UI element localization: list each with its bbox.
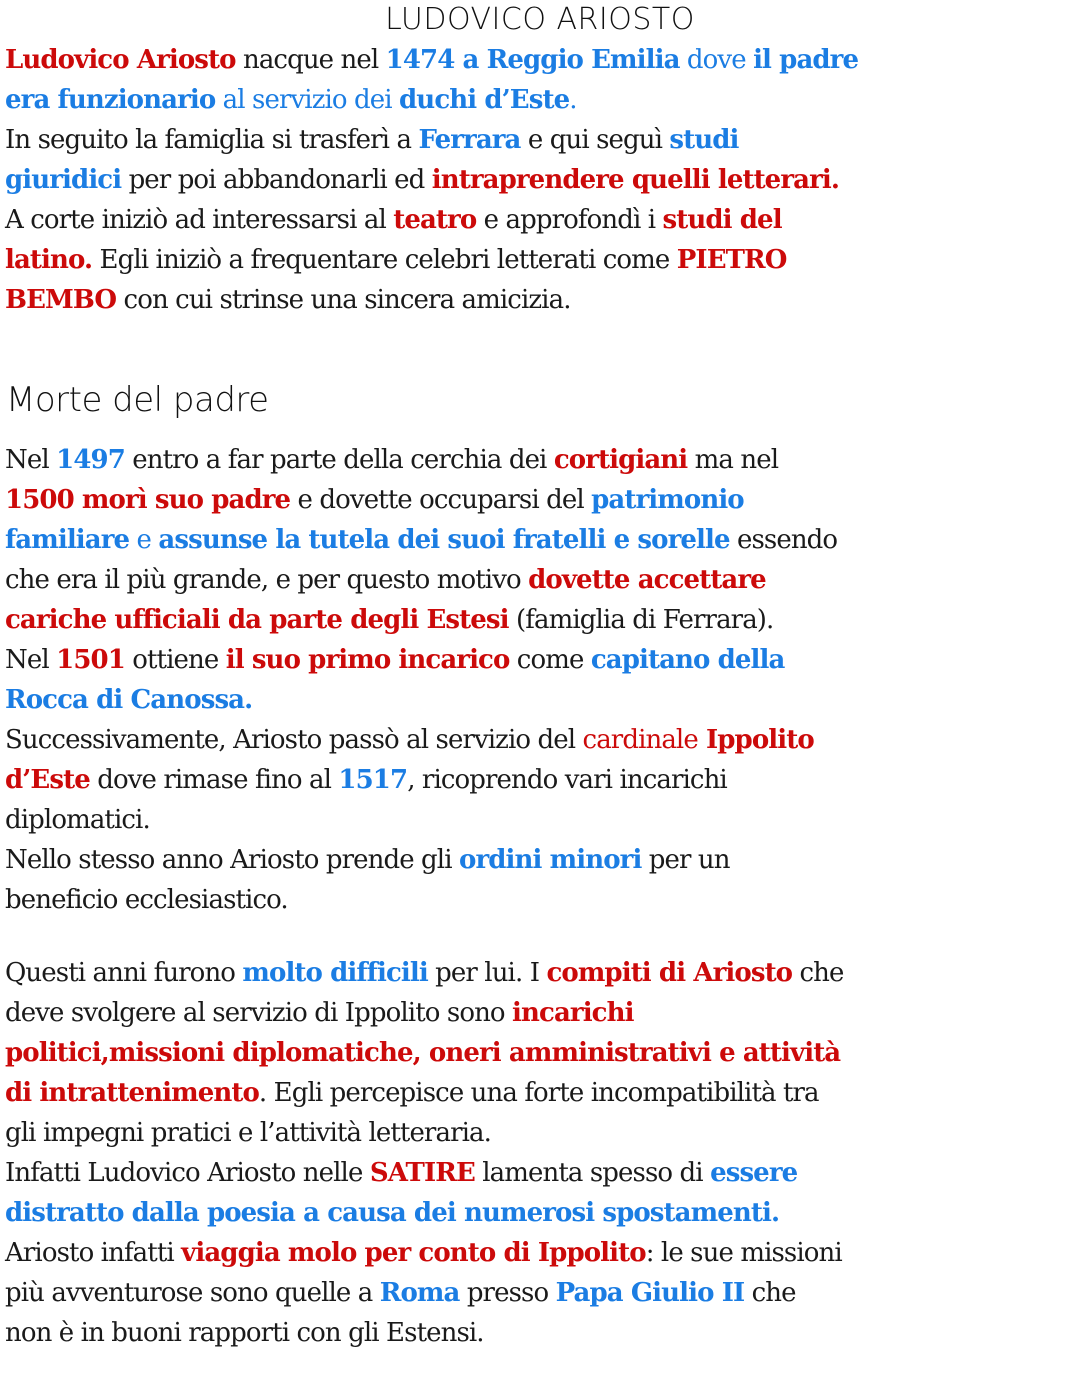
text-segment: : le sue missioni — [645, 1238, 842, 1268]
text-line — [5, 480, 1075, 520]
text-line — [5, 1193, 1075, 1233]
text-segment: diplomatici. — [5, 805, 150, 835]
highlighted-text-segment: era funzionario — [5, 85, 216, 115]
highlighted-text-segment: giuridici — [5, 165, 122, 195]
highlighted-text-segment: 1517 — [338, 765, 408, 795]
text-line — [5, 1273, 1075, 1313]
highlighted-text-segment: . — [569, 85, 577, 115]
highlighted-text-segment: 1501 — [56, 645, 125, 675]
text-line — [5, 240, 1075, 280]
text-segment: e approfondì i — [476, 205, 663, 235]
highlighted-text-segment: Ferrara — [418, 125, 521, 155]
highlighted-text-segment: viaggia molo per conto di Ippolito — [181, 1238, 646, 1268]
text-line — [5, 200, 1075, 240]
text-line — [5, 1033, 1075, 1073]
text-line — [5, 1313, 1075, 1353]
highlighted-text-segment: Ippolito — [697, 725, 814, 755]
text-line — [5, 1233, 1075, 1273]
highlighted-text-segment: SATIRE — [369, 1158, 475, 1188]
highlighted-text-segment: patrimonio — [591, 485, 744, 515]
highlighted-text-segment: duchi d’Este — [399, 85, 570, 115]
text-line — [5, 800, 1075, 840]
text-segment: . Egli percepisce una forte incompatibilità tra — [258, 1078, 819, 1108]
text-line — [5, 880, 1075, 920]
text-line — [5, 760, 1075, 800]
highlighted-text-segment: latino. — [5, 245, 93, 275]
highlighted-text-segment: 1474 a Reggio Emilia — [385, 45, 680, 75]
highlighted-text-segment: dove — [679, 45, 754, 75]
text-line — [5, 1153, 1075, 1193]
highlighted-text-segment: essere — [710, 1158, 798, 1188]
highlighted-text-segment: politici,missioni diplomatiche, oneri amministrativi e attività — [5, 1038, 841, 1068]
highlighted-text-segment: 1497 — [56, 445, 125, 475]
highlighted-text-segment: incarichi — [512, 998, 634, 1028]
section-heading-morte-del-padre: Morte del padre — [6, 380, 269, 420]
text-segment: ma nel — [687, 445, 779, 475]
document-title: LUDOVICO ARIOSTO — [385, 2, 695, 37]
text-segment: gli impegni pratici e l’attività letteraria. — [5, 1118, 491, 1148]
text-line — [5, 120, 1075, 160]
highlighted-text-segment: PIETRO — [676, 245, 787, 275]
highlighted-text-segment: il padre — [753, 45, 859, 75]
highlighted-text-segment: cariche ufficiali da parte degli Estesi — [5, 605, 509, 635]
highlighted-text-segment: d’Este — [5, 765, 90, 795]
paragraph-difficult-years — [5, 953, 1075, 1353]
highlighted-text-segment: studi del — [662, 205, 782, 235]
text-segment: nacque nel — [235, 45, 386, 75]
text-segment: In seguito la famiglia si trasferì a — [5, 125, 419, 155]
highlighted-text-segment: Papa Giulio II — [555, 1278, 745, 1308]
text-line — [5, 520, 1075, 560]
paragraph-death-of-father — [5, 440, 1075, 920]
text-line — [5, 600, 1075, 640]
highlighted-text-segment: compiti di Ariosto — [546, 958, 793, 988]
text-segment: come — [509, 645, 591, 675]
highlighted-text-segment: familiare — [5, 525, 130, 555]
text-segment: che — [792, 958, 844, 988]
highlighted-text-segment: capitano della — [590, 645, 785, 675]
text-segment: entro a far parte della cerchia dei — [124, 445, 554, 475]
highlighted-text-segment: di intrattenimento — [5, 1078, 259, 1108]
highlighted-text-segment: cortigiani — [553, 445, 688, 475]
text-segment: presso — [459, 1278, 556, 1308]
text-segment: che era il più grande, e per questo motivo — [5, 565, 529, 595]
highlighted-text-segment: dovette accettare — [528, 565, 766, 595]
highlighted-text-segment: distratto dalla poesia a causa dei numerosi spostamenti. — [5, 1198, 780, 1228]
text-line — [5, 1073, 1075, 1113]
text-line — [5, 1113, 1075, 1153]
highlighted-text-segment: Roma — [379, 1278, 460, 1308]
highlighted-text-segment: il suo primo incarico — [225, 645, 510, 675]
text-segment: (famiglia di Ferrara). — [508, 605, 774, 635]
highlighted-text-segment: cardinale — [582, 725, 698, 755]
text-segment: che — [744, 1278, 796, 1308]
text-segment: ottiene — [124, 645, 226, 675]
text-segment: per un — [641, 845, 730, 875]
text-segment: Successivamente, Ariosto passò al servizio del — [5, 725, 583, 755]
highlighted-text-segment: ordini minori — [459, 845, 642, 875]
highlighted-text-segment: teatro — [393, 205, 477, 235]
text-segment: Infatti Ludovico Ariosto nelle — [5, 1158, 370, 1188]
text-line — [5, 680, 1075, 720]
text-line — [5, 280, 1075, 320]
text-segment: Egli iniziò a frequentare celebri letterati come — [92, 245, 677, 275]
text-segment: e dovette occuparsi del — [290, 485, 592, 515]
text-segment: Nello stesso anno Ariosto prende gli — [5, 845, 459, 875]
paragraph-biography-intro — [5, 40, 1075, 320]
highlighted-text-segment: BEMBO — [5, 285, 117, 315]
text-line — [5, 993, 1075, 1033]
highlighted-text-segment: studi — [669, 125, 739, 155]
text-line — [5, 640, 1075, 680]
text-segment: A corte iniziò ad interessarsi al — [5, 205, 394, 235]
highlighted-text-segment: molto difficili — [242, 958, 428, 988]
text-segment: Nel — [5, 445, 57, 475]
text-segment: essendo — [729, 525, 838, 555]
text-line — [5, 720, 1075, 760]
highlighted-text-segment: 1500 morì suo padre — [5, 485, 291, 515]
text-line — [5, 440, 1075, 480]
text-segment: e qui seguì — [520, 125, 670, 155]
highlighted-text-segment: al servizio dei — [215, 85, 400, 115]
text-line — [5, 160, 1075, 200]
text-segment: , ricoprendo vari incarichi — [407, 765, 727, 795]
text-line — [5, 40, 1075, 80]
text-segment: più avventurose sono quelle a — [5, 1278, 380, 1308]
highlighted-text-segment: e — [129, 525, 159, 555]
text-line — [5, 840, 1075, 880]
text-segment: per poi abbandonarli ed — [121, 165, 432, 195]
text-segment: Ariosto infatti — [5, 1238, 182, 1268]
highlighted-text-segment: intraprendere quelli letterari. — [431, 165, 839, 195]
text-line — [5, 953, 1075, 993]
text-segment: Nel — [5, 645, 57, 675]
highlighted-text-segment: Rocca di Canossa. — [5, 685, 253, 715]
text-segment: deve svolgere al servizio di Ippolito sono — [5, 998, 513, 1028]
highlighted-text-segment: assunse la tutela dei suoi fratelli e sorelle — [158, 525, 730, 555]
text-line — [5, 560, 1075, 600]
text-segment: per lui. I — [427, 958, 547, 988]
text-segment: dove rimase fino al — [89, 765, 339, 795]
highlighted-text-segment: Ludovico Ariosto — [5, 45, 236, 75]
text-segment: beneficio ecclesiastico. — [5, 885, 288, 915]
text-segment: non è in buoni rapporti con gli Estensi. — [5, 1318, 484, 1348]
text-segment: lamenta spesso di — [474, 1158, 711, 1188]
text-segment: con cui strinse una sincera amicizia. — [116, 285, 571, 315]
text-segment: Questi anni furono — [5, 958, 243, 988]
text-line — [5, 80, 1075, 120]
